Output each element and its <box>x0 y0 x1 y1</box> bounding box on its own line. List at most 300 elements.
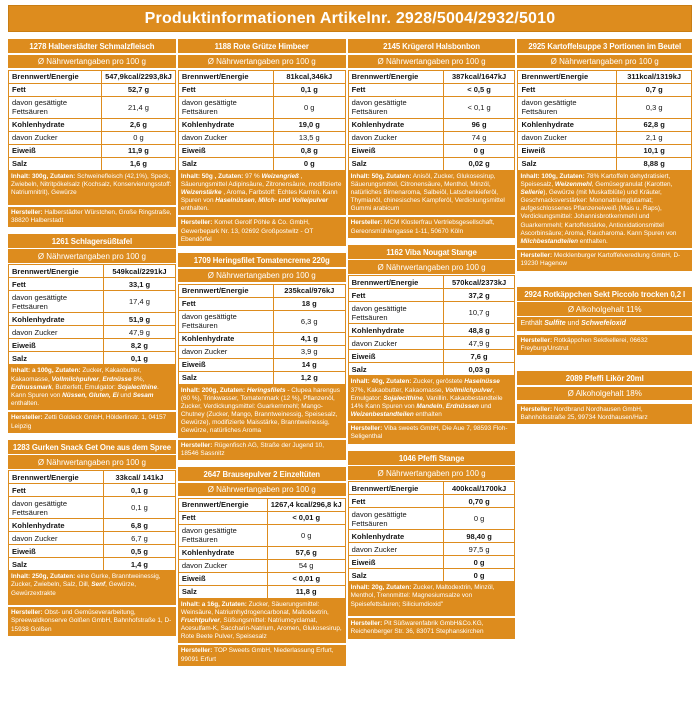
nutrient-value: 33kcal/ 141kJ <box>104 471 176 484</box>
product-title: 2924 Rotkäppchen Sekt Piccolo trocken 0,2 l <box>517 287 692 301</box>
nutrition-row <box>348 530 515 543</box>
ingredients-label: Inhalt: 40g, Zutaten: <box>350 378 412 386</box>
manufacturer-text: Hersteller: Pit Süßwarenfabrik GmbH&Co.KG, Reichenberger Str. 36, 83071 Stephanskirchen <box>348 618 516 638</box>
product-card-2925 <box>517 39 692 271</box>
nutrition-row <box>9 70 176 83</box>
nutrient-label: davon gesättigte Fettsäuren <box>348 302 443 324</box>
page-title: Produktinformationen Artikelnr. 2928/5004/2932/5010 <box>8 5 692 32</box>
manufacturer-label: Hersteller: <box>520 252 553 260</box>
nutrient-label: Eiweiß <box>178 358 273 371</box>
nutrient-label: davon Zucker <box>348 543 443 556</box>
manufacturer-text: Hersteller: TOP Sweets GmbH, Niederlassung Erfurt, 99091 Erfurt <box>178 645 346 665</box>
nutrient-value: 387kcal/1647kJ <box>443 70 515 83</box>
nutrition-row <box>178 572 345 585</box>
ingredients-label: Inhalt: 200g, Zutaten: <box>180 386 246 394</box>
manufacturer-text: Hersteller: Halberstädter Würstchen, Große Ringstraße, 38820 Halberstadt <box>8 207 176 227</box>
product-card-1162 <box>348 245 516 444</box>
nutrient-value: 0 g <box>273 96 345 118</box>
allergen-note: Enthält Sulfite und Schwefeloxid <box>517 317 692 331</box>
nutrient-value: 2,6 g <box>102 118 176 131</box>
nutrition-row <box>518 83 692 96</box>
nutrition-row <box>9 545 176 558</box>
nutrition-row <box>348 157 515 170</box>
nutrition-row <box>9 118 176 131</box>
nutrient-value: 10,7 g <box>443 302 515 324</box>
nutrition-row <box>348 350 515 363</box>
nutrition-table <box>517 70 692 171</box>
nutrient-label: Salz <box>348 157 443 170</box>
nutrition-row <box>178 70 345 83</box>
nutrient-label: Brennwert/Energie <box>9 70 102 83</box>
product-card-1046 <box>348 451 516 639</box>
nutrient-label: Kohlenhydrate <box>9 313 104 326</box>
nutrition-row <box>9 339 176 352</box>
nutrient-value: 11,9 g <box>102 144 176 157</box>
ingredients-text: Inhalt: 250g, Zutaten: eine Gurke, Branntweinessig, Zucker, Zwiebeln, Salz, Dill, Senf, Gewürze, Gewürzextrakte <box>8 571 176 605</box>
nutrient-label: Kohlenhydrate <box>178 546 267 559</box>
product-title: 1278 Halberstädter Schmalzfleisch <box>8 39 176 53</box>
nutrition-table <box>8 470 176 571</box>
nutrient-value: 0 g <box>443 144 515 157</box>
nutrition-row <box>178 498 345 511</box>
nutrient-value: 7,6 g <box>443 350 515 363</box>
nutrient-value: 0 g <box>443 556 515 569</box>
nutrient-label: Brennwert/Energie <box>348 482 443 495</box>
nutrient-label: davon Zucker <box>178 131 273 144</box>
nutrition-row <box>348 569 515 582</box>
nutrient-label: Fett <box>348 83 443 96</box>
nutrient-label: davon gesättigte Fettsäuren <box>348 508 443 530</box>
ingredients-text: Inhalt: a 16g, Zutaten: Zucker, Säuerungsmittel: Weinsäure, Natriumhydrogencarbonat, Maltodextrin, Fruchtpulver, Süßungsmittel: Natriumcyclamat, Acesulfam-K, Saccharin-Natrium, Aromen, Glukosesirup, Rote Beete Pulver, Speisesalz <box>178 599 346 644</box>
manufacturer-label: Hersteller: <box>180 219 213 227</box>
nutrient-value: 13,5 g <box>273 131 345 144</box>
nutrition-row <box>9 326 176 339</box>
nutrient-label: Kohlenhydrate <box>9 118 102 131</box>
nutrition-row <box>178 96 345 118</box>
nutrient-value: 0,70 g <box>443 495 515 508</box>
ingredients-text: Inhalt: 100g, Zutaten: 78% Kartoffeln dehydratisiert, Speisesalz, Weizenmehl, Gemüsegranulat (Karotten, Sellerie), Gewürze (mit Muskatblüte) und Kräuter, Geschmacksverstärker: Mononatriumglutamat; aufgeschlossenes Pflanzeneiweiß (Mais u. Raps), Verdickungsmittel: Johannisbrotkernmehl und Guarkernmehl; Kartoffelstärke, Antioxidationsmittel Ascorbinsäure; Aroma, Raucharoma. Kann Spuren von Milchbestandteilen enthalten. <box>517 171 692 249</box>
nutrient-label: davon gesättigte Fettsäuren <box>9 96 102 118</box>
manufacturer-label: Hersteller: <box>11 609 43 617</box>
product-title: 2145 Krügerol Halsbonbon <box>348 39 516 53</box>
manufacturer-label: Hersteller: <box>350 219 383 227</box>
nutrition-subheader: Ø Nährwertangaben pro 100 g <box>178 483 346 497</box>
nutrient-value: < 0,01 g <box>267 511 345 524</box>
nutrient-value: 235kcal/976kJ <box>273 284 345 297</box>
nutrient-label: Eiweiß <box>348 556 443 569</box>
nutrition-row <box>9 83 176 96</box>
nutrition-row <box>178 511 345 524</box>
nutrient-value: 0,1 g <box>104 497 176 519</box>
nutrition-row <box>348 556 515 569</box>
nutrition-row <box>9 157 176 170</box>
nutrient-label: Fett <box>178 511 267 524</box>
product-card-1261 <box>8 234 176 433</box>
nutrient-label: Eiweiß <box>348 144 443 157</box>
nutrition-row <box>348 276 515 289</box>
nutrient-value: 97,5 g <box>443 543 515 556</box>
nutrient-value: 311kcal/1319kJ <box>617 70 692 83</box>
nutrition-row <box>178 585 345 598</box>
column-1 <box>8 39 176 636</box>
manufacturer-label: Hersteller: <box>350 620 383 628</box>
nutrition-row <box>9 471 176 484</box>
manufacturer-text: Hersteller: Viba sweets GmbH, Die Aue 7, 98593 Floh-Seligenthal <box>348 423 516 443</box>
nutrient-value: 0,1 g <box>273 83 345 96</box>
column-3 <box>348 39 516 639</box>
nutrition-table <box>348 481 516 582</box>
ingredients-text: Inhalt: a 100g, Zutaten: Zucker, Kakaobutter, Kakaomasse, Vollmilchpulver, Erdnüsse 8%, Erdnussmark, Butterfett, Emulgator: Sojalecithine. Kann Spuren von Nüssen, Gluten, Ei und Sesam enthalten. <box>8 365 176 410</box>
nutrient-value: 0,03 g <box>443 363 515 376</box>
nutrient-value: 3,9 g <box>273 345 345 358</box>
nutrient-label: Kohlenhydrate <box>348 530 443 543</box>
nutrient-value: 0 g <box>273 157 345 170</box>
product-card-2924 <box>517 287 692 356</box>
nutrient-value: 10,1 g <box>617 144 692 157</box>
product-title: 2647 Brausepulver 2 Einzeltüten <box>178 467 346 481</box>
nutrient-value: 37,2 g <box>443 289 515 302</box>
nutrition-row <box>348 495 515 508</box>
nutrition-row <box>178 559 345 572</box>
nutrient-label: Brennwert/Energie <box>9 471 104 484</box>
nutrient-value: 2,1 g <box>617 131 692 144</box>
ingredients-label: Inhalt: a 16g, Zutaten: <box>180 600 247 608</box>
nutrient-label: Salz <box>518 157 617 170</box>
nutrient-label: davon Zucker <box>348 131 443 144</box>
nutrient-value: 4,1 g <box>273 332 345 345</box>
nutrition-row <box>9 265 176 278</box>
nutrition-row <box>9 278 176 291</box>
nutrition-row <box>348 543 515 556</box>
nutrient-label: Kohlenhydrate <box>348 324 443 337</box>
manufacturer-text: Hersteller: Komet Gerolf Pöhle & Co. GmbH, Gewerbepark Nr. 13, 02692 Großpostwitz - OT Ebendörfel <box>178 217 346 246</box>
nutrition-row <box>518 144 692 157</box>
product-title: 1046 Pfeffi Stange <box>348 451 516 465</box>
product-grid <box>8 39 692 666</box>
nutrition-subheader: Ø Nährwertangaben pro 100 g <box>8 455 176 469</box>
nutrient-label: davon gesättigte Fettsäuren <box>9 291 104 313</box>
nutrition-row <box>348 289 515 302</box>
nutrition-row <box>9 144 176 157</box>
ingredients-label: Inhalt: 20g, Zutaten: <box>350 584 412 592</box>
nutrition-row <box>9 497 176 519</box>
product-title: 1162 Viba Nougat Stange <box>348 245 516 259</box>
nutrient-value: < 0,01 g <box>267 572 345 585</box>
nutrition-row <box>178 310 345 332</box>
nutrient-label: Salz <box>178 371 273 384</box>
nutrient-value: 1,2 g <box>273 371 345 384</box>
nutrient-label: Salz <box>178 585 267 598</box>
nutrition-row <box>178 297 345 310</box>
nutrition-subheader: Ø Nährwertangaben pro 100 g <box>517 55 692 69</box>
nutrition-row <box>348 144 515 157</box>
manufacturer-text: Hersteller: Zetti Goldeck GmbH, Hölderlinstr. 1, 04157 Leipzig <box>8 412 176 432</box>
ingredients-label: Inhalt: 300g, Zutaten: <box>11 172 76 180</box>
product-title: 1261 Schlagersüßtafel <box>8 234 176 248</box>
nutrient-label: davon Zucker <box>178 345 273 358</box>
manufacturer-label: Hersteller: <box>11 414 43 422</box>
nutrition-subheader: Ø Nährwertangaben pro 100 g <box>8 249 176 263</box>
nutrition-row <box>348 131 515 144</box>
nutrient-label: Fett <box>348 495 443 508</box>
nutrient-label: Brennwert/Energie <box>178 498 267 511</box>
nutrient-value: 400kcal/1700kJ <box>443 482 515 495</box>
nutrition-row <box>348 482 515 495</box>
nutrient-label: Eiweiß <box>178 144 273 157</box>
nutrient-value: 570kcal/2373kJ <box>443 276 515 289</box>
nutrition-table <box>348 275 516 376</box>
product-card-1188 <box>178 39 346 246</box>
ingredients-text: Inhalt: 50g, Zutaten: Anisöl, Zucker, Glukosesirup, Säuerungsmittel, Citronensäure, Menthol, Minzöl, natürliches Birnenaroma, Salbeiöl, Latschenkieferöl, Thymianöl, chinesisches Kampferöl, Verdickungsmittel Gummi arabicum <box>348 171 516 216</box>
ingredients-text: Inhalt: 40g, Zutaten: Zucker, geröstete Haselnüsse 37%, Kakaobutter, Kakaomasse, Vollmilchpulver, Emulgator: Sojalecithine, Vanillin. Kakaobestandteile 14% Kann Spuren von Mandeln, Erdnüssen und Weizenbestandteilen enthalten <box>348 376 516 421</box>
product-title: 2089 Pfeffi Likör 20ml <box>517 371 692 385</box>
manufacturer-text: Hersteller: Mecklenburger Kartoffelveredlung GmbH, D-19230 Hagenow <box>517 250 692 270</box>
nutrition-row <box>348 96 515 118</box>
nutrition-row <box>9 519 176 532</box>
nutrient-label: davon gesättigte Fettsäuren <box>178 96 273 118</box>
nutrient-value: 98,40 g <box>443 530 515 543</box>
nutrient-value: 6,3 g <box>273 310 345 332</box>
nutrition-row <box>9 532 176 545</box>
nutrition-table <box>8 70 176 171</box>
nutrient-label: Fett <box>9 278 104 291</box>
product-card-2145 <box>348 39 516 238</box>
manufacturer-label: Hersteller: <box>350 425 383 433</box>
ingredients-text: Inhalt: 20g, Zutaten: Zucker, Maltodextrin, Minzöl, Menthol, Trennmittel: Magnesiumsalze von Speisefettsäuren; Siliciumdioxid" <box>348 582 516 616</box>
nutrient-value: 1267,4 kcal/296,8 kJ <box>267 498 345 511</box>
nutrition-row <box>518 157 692 170</box>
nutrition-row <box>348 118 515 131</box>
product-title: 1188 Rote Grütze Himbeer <box>178 39 346 53</box>
manufacturer-label: Hersteller: <box>180 647 213 655</box>
nutrition-row <box>9 558 176 571</box>
nutrition-row <box>348 302 515 324</box>
nutrition-row <box>178 284 345 297</box>
nutrient-value: 14 g <box>273 358 345 371</box>
nutrient-label: Fett <box>178 83 273 96</box>
nutrition-row <box>178 371 345 384</box>
nutrient-value: 57,6 g <box>267 546 345 559</box>
nutrient-value: 0,7 g <box>617 83 692 96</box>
nutrient-label: Brennwert/Energie <box>178 284 273 297</box>
nutrient-label: davon gesättigte Fettsäuren <box>348 96 443 118</box>
nutrient-value: 547,9kcal/2293,8kJ <box>102 70 176 83</box>
nutrition-row <box>518 70 692 83</box>
nutrition-row <box>178 131 345 144</box>
nutrition-row <box>178 345 345 358</box>
manufacturer-text: Hersteller: Obst- und Gemüseverarbeitung, Spreewaldkonserve Golßen GmbH, Bahnhofstraße 1, D-15938 Golßen <box>8 607 176 636</box>
nutrition-row <box>518 131 692 144</box>
column-4 <box>517 39 692 424</box>
nutrient-value: 17,4 g <box>104 291 176 313</box>
ingredients-text: Inhalt: 200g, Zutaten: Heringsfilets - Clupea harengus (60 %), Trinkwasser, Tomatenmark (12 %), Pflanzenöl, Zucker, Verdickungsmittel: Guarkernmehl; Mango-Chutney (Zucker, Mango, Branntweinessig, Speisesalz, Gewürze), modifizierte Maisstärke, Branntweinessig, Gewürze, natürliches Aroma <box>178 385 346 438</box>
nutrition-row <box>348 70 515 83</box>
nutrition-row <box>9 313 176 326</box>
nutrient-label: Eiweiß <box>9 545 104 558</box>
alcohol-content-label: Ø Alkoholgehalt 11% <box>517 302 692 316</box>
nutrient-value: 0,1 g <box>104 484 176 497</box>
nutrition-subheader: Ø Nährwertangaben pro 100 g <box>8 55 176 69</box>
nutrient-label: Eiweiß <box>9 144 102 157</box>
nutrient-value: 47,9 g <box>104 326 176 339</box>
nutrient-value: 52,7 g <box>102 83 176 96</box>
nutrient-label: Kohlenhydrate <box>178 118 273 131</box>
nutrient-value: 0,8 g <box>273 144 345 157</box>
nutrient-value: 0 g <box>443 508 515 530</box>
nutrient-label: Fett <box>518 83 617 96</box>
nutrient-label: Eiweiß <box>348 350 443 363</box>
manufacturer-label: Hersteller: <box>180 441 213 449</box>
nutrient-label: Salz <box>348 363 443 376</box>
nutrient-label: davon gesättigte Fettsäuren <box>9 497 104 519</box>
nutrition-row <box>178 83 345 96</box>
nutrient-label: Kohlenhydrate <box>9 519 104 532</box>
nutrient-label: davon Zucker <box>178 559 267 572</box>
nutrient-label: Eiweiß <box>9 339 104 352</box>
product-title: 1709 Heringsfilet Tomatencreme 220g <box>178 253 346 267</box>
nutrition-subheader: Ø Nährwertangaben pro 100 g <box>348 466 516 480</box>
nutrient-value: 6,8 g <box>104 519 176 532</box>
manufacturer-label: Hersteller: <box>11 208 43 216</box>
nutrient-value: 8,88 g <box>617 157 692 170</box>
product-card-1278 <box>8 39 176 227</box>
nutrient-label: davon Zucker <box>9 532 104 545</box>
nutrition-subheader: Ø Nährwertangaben pro 100 g <box>348 55 516 69</box>
ingredients-label: Inhalt: 250g, Zutaten: <box>11 573 76 581</box>
nutrition-row <box>9 131 176 144</box>
nutrition-row <box>518 118 692 131</box>
nutrient-label: Brennwert/Energie <box>178 70 273 83</box>
nutrient-value: 0,02 g <box>443 157 515 170</box>
nutrient-value: 62,8 g <box>617 118 692 131</box>
nutrition-row <box>9 291 176 313</box>
nutrient-label: davon Zucker <box>518 131 617 144</box>
nutrient-value: < 0,5 g <box>443 83 515 96</box>
product-card-2089 <box>517 371 692 424</box>
nutrition-row <box>348 337 515 350</box>
nutrition-row <box>178 524 345 546</box>
nutrition-table <box>178 70 346 171</box>
nutrition-row <box>348 324 515 337</box>
nutrient-label: Brennwert/Energie <box>518 70 617 83</box>
manufacturer-text: Hersteller: Nordbrand Nordhausen GmbH, Bahnhofsstraße 25, 99734 Nordhausen/Harz <box>517 404 692 424</box>
nutrient-value: 21,4 g <box>102 96 176 118</box>
nutrient-label: Brennwert/Energie <box>348 70 443 83</box>
nutrient-value: 48,8 g <box>443 324 515 337</box>
nutrition-table <box>178 284 346 385</box>
product-title: 1283 Gurken Snack Get One aus dem Spree <box>8 440 176 454</box>
nutrition-row <box>178 118 345 131</box>
nutrition-row <box>178 144 345 157</box>
nutrient-label: Kohlenhydrate <box>518 118 617 131</box>
nutrient-label: Salz <box>348 569 443 582</box>
ingredients-label: Inhalt: a 100g, Zutaten: <box>11 367 81 375</box>
column-2 <box>178 39 346 666</box>
nutrient-label: Eiweiß <box>518 144 617 157</box>
ingredients-label: Inhalt: 50g, Zutaten: <box>350 172 412 180</box>
nutrient-label: Salz <box>9 352 104 365</box>
nutrition-row <box>348 363 515 376</box>
nutrient-value: 1,6 g <box>102 157 176 170</box>
nutrition-row <box>178 358 345 371</box>
product-card-1709 <box>178 253 346 460</box>
nutrient-value: 0,1 g <box>104 352 176 365</box>
nutrient-label: Fett <box>9 484 104 497</box>
nutrient-value: 51,9 g <box>104 313 176 326</box>
nutrient-value: 0 g <box>267 524 345 546</box>
nutrition-subheader: Ø Nährwertangaben pro 100 g <box>178 269 346 283</box>
nutrient-value: 54 g <box>267 559 345 572</box>
manufacturer-label: Hersteller: <box>520 405 553 413</box>
nutrient-value: 96 g <box>443 118 515 131</box>
nutrition-row <box>348 83 515 96</box>
nutrition-row <box>518 96 692 118</box>
nutrient-label: davon gesättigte Fettsäuren <box>178 524 267 546</box>
nutrient-label: Kohlenhydrate <box>178 332 273 345</box>
nutrient-value: < 0,1 g <box>443 96 515 118</box>
nutrient-value: 19,0 g <box>273 118 345 131</box>
product-title: 2925 Kartoffelsuppe 3 Portionen im Beutel <box>517 39 692 53</box>
nutrient-value: 74 g <box>443 131 515 144</box>
product-card-1283 <box>8 440 176 636</box>
nutrient-label: Fett <box>348 289 443 302</box>
nutrient-label: davon Zucker <box>9 131 102 144</box>
manufacturer-text: Hersteller: MCM Klosterfrau Vertriebsgesellschaft, Gereonsmühlengasse 1-11, 50670 Köln <box>348 217 516 237</box>
nutrient-label: Fett <box>178 297 273 310</box>
nutrient-value: 81kcal,346kJ <box>273 70 345 83</box>
nutrient-value: 11,8 g <box>267 585 345 598</box>
nutrition-subheader: Ø Nährwertangaben pro 100 g <box>348 260 516 274</box>
nutrition-row <box>178 332 345 345</box>
nutrition-table <box>348 70 516 171</box>
nutrient-value: 6,7 g <box>104 532 176 545</box>
nutrition-table <box>178 498 346 599</box>
nutrition-table <box>8 264 176 365</box>
nutrient-label: Salz <box>9 558 104 571</box>
nutrient-label: davon gesättigte Fettsäuren <box>518 96 617 118</box>
nutrition-row <box>9 484 176 497</box>
nutrient-label: Salz <box>178 157 273 170</box>
nutrient-value: 18 g <box>273 297 345 310</box>
nutrient-label: Salz <box>9 157 102 170</box>
nutrient-label: davon Zucker <box>9 326 104 339</box>
nutrition-row <box>9 96 176 118</box>
ingredients-label: Inhalt: 50g , Zutaten: <box>180 172 244 180</box>
nutrient-value: 549kcal/2291kJ <box>104 265 176 278</box>
nutrient-value: 8,2 g <box>104 339 176 352</box>
manufacturer-label: Hersteller: <box>520 337 553 345</box>
nutrient-label: davon Zucker <box>348 337 443 350</box>
nutrient-value: 0,5 g <box>104 545 176 558</box>
nutrition-row <box>348 508 515 530</box>
nutrient-value: 47,9 g <box>443 337 515 350</box>
manufacturer-text: Hersteller: Rügenfisch AG, Straße der Jugend 10, 18546 Sassnitz <box>178 440 346 460</box>
ingredients-text: Inhalt: 300g, Zutaten: Schweinefleisch (42,1%), Speck, Zwiebeln, Nitritpökelsalz (Kochsalz, Konservierungsstoff: Natriumnitrit), Gewürze <box>8 171 176 205</box>
nutrient-value: 33,1 g <box>104 278 176 291</box>
ingredients-label: Inhalt: 100g, Zutaten: <box>520 172 585 180</box>
nutrient-label: Kohlenhydrate <box>348 118 443 131</box>
nutrient-value: 0 g <box>102 131 176 144</box>
nutrient-label: Fett <box>9 83 102 96</box>
nutrition-row <box>178 157 345 170</box>
nutrient-label: Eiweiß <box>178 572 267 585</box>
nutrition-subheader: Ø Nährwertangaben pro 100 g <box>178 55 346 69</box>
nutrient-value: 0 g <box>443 569 515 582</box>
nutrition-row <box>178 546 345 559</box>
nutrient-label: Brennwert/Energie <box>9 265 104 278</box>
nutrient-value: 1,4 g <box>104 558 176 571</box>
nutrient-label: davon gesättigte Fettsäuren <box>178 310 273 332</box>
